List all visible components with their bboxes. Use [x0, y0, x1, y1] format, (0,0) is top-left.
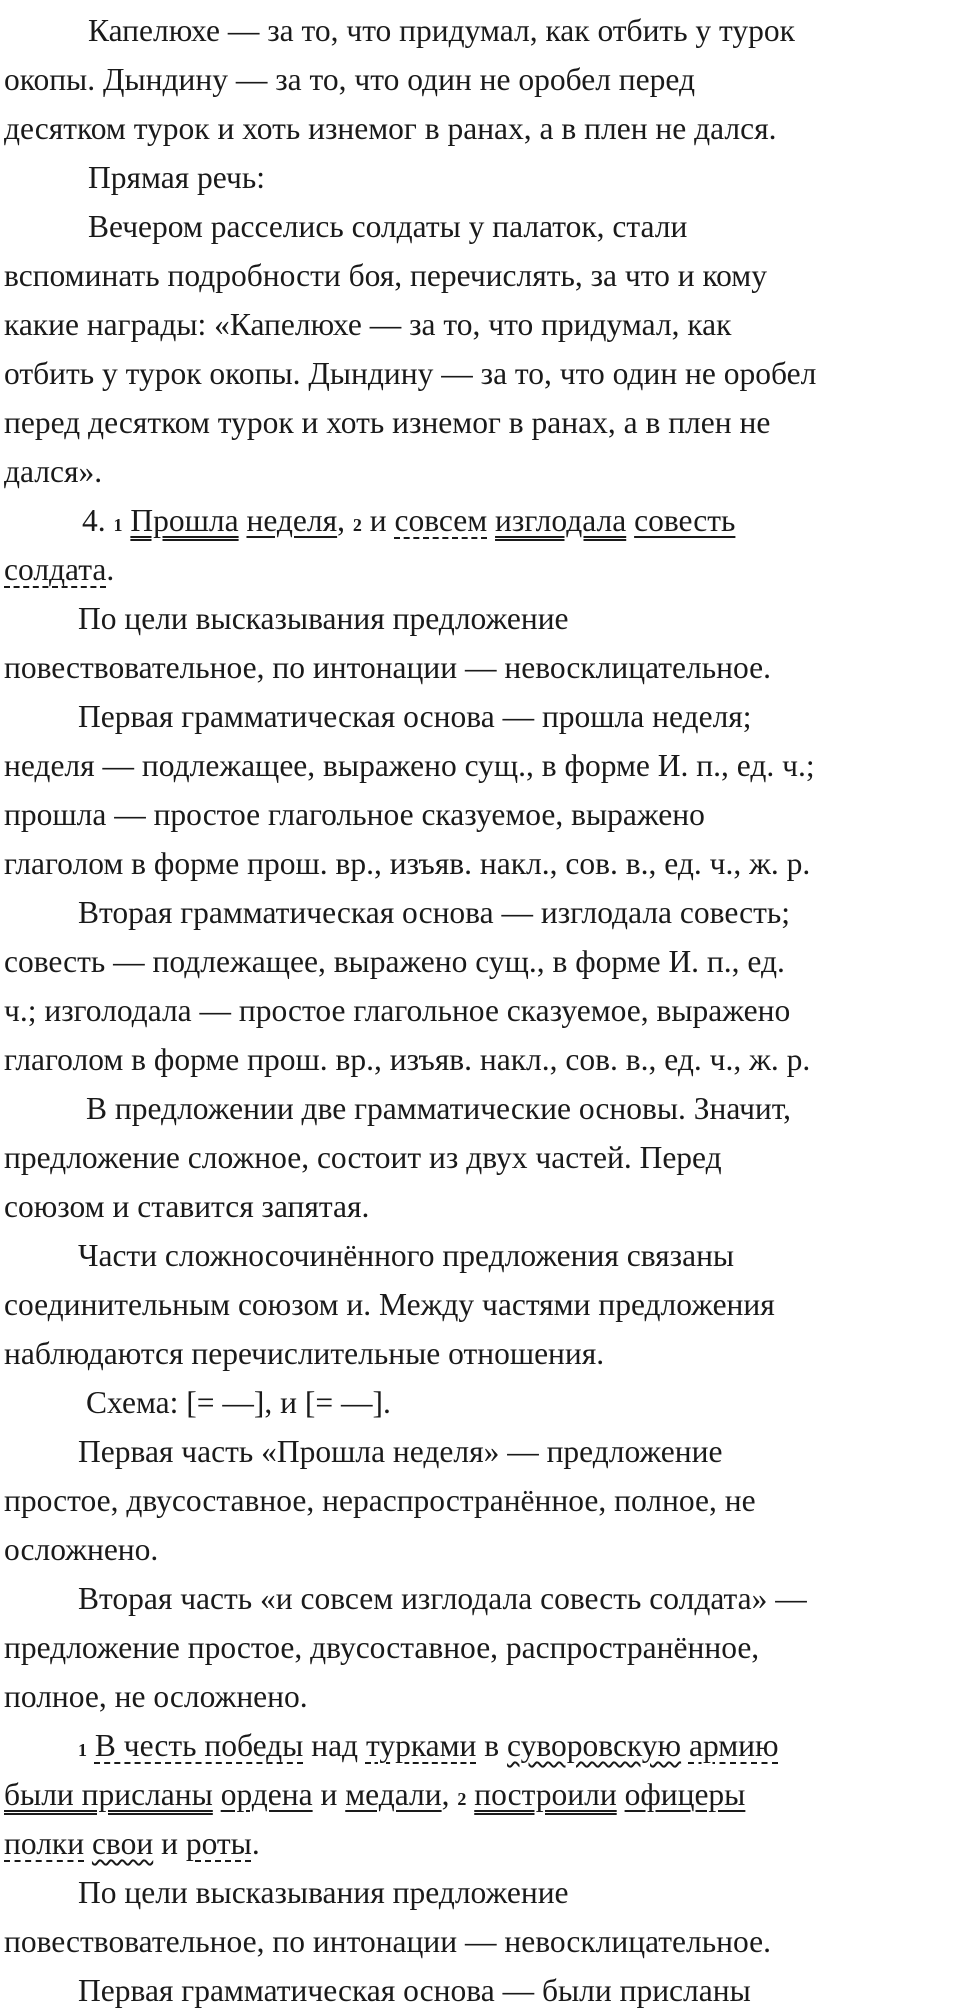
text-line: соединительным союзом и. Между частями предложения	[4, 1287, 775, 1322]
text-line: Части сложносочинённого предложения связаны	[78, 1238, 735, 1273]
text-line: полное, не осложнено.	[4, 1679, 308, 1714]
sentence-5-line-3	[4, 1819, 960, 1868]
text-line: Вторая грамматическая основа — изглодала совесть;	[78, 895, 790, 930]
direct-speech-heading: Прямая речь:	[88, 160, 265, 195]
subject-word: ордена	[220, 1777, 313, 1812]
subject-word: офицеры	[624, 1777, 746, 1812]
sentence-4-line-1	[4, 496, 960, 545]
subject-word: совесть	[634, 503, 736, 538]
part-marker: 1	[113, 515, 123, 535]
adverbial-word: совсем	[394, 503, 488, 538]
predicate-phrase: были присланы	[4, 1777, 213, 1812]
item-number: 4.	[82, 503, 106, 538]
text-line: В предложении две грамматические основы. Значит,	[86, 1091, 792, 1126]
text-line: Первая грамматическая основа — прошла неделя;	[78, 699, 752, 734]
object-word: армию	[688, 1728, 779, 1763]
text-line: глаголом в форме прош. вр., изъяв. накл., сов. в., ед. ч., ж. р.	[4, 1042, 811, 1077]
attribute-word: свои	[91, 1826, 154, 1861]
text-line: предложение сложное, состоит из двух частей. Перед	[4, 1140, 722, 1175]
text-line: дался».	[4, 454, 103, 489]
subject-word: медали	[345, 1777, 442, 1812]
text-line: Первая грамматическая основа — были присланы	[78, 1973, 751, 2008]
text-line: ч.; изголодала — простое глагольное сказуемое, выражено	[4, 993, 791, 1028]
text-line: осложнено.	[4, 1532, 159, 1567]
object-word: роты	[185, 1826, 252, 1861]
text-line: Первая часть «Прошла неделя» — предложение	[78, 1434, 723, 1469]
sentence-4-line-2	[4, 545, 960, 594]
text-line: совесть — подлежащее, выражено сущ., в форме И. п., ед.	[4, 944, 785, 979]
text-line: окопы. Дындину — за то, что один не оробел перед	[4, 62, 695, 97]
attribute-word: суворовскую	[507, 1728, 682, 1763]
text-line: перед десятком турок и хоть изнемог в ранах, а в плен не	[4, 405, 771, 440]
subject-word: неделя	[246, 503, 338, 538]
sentence-5-line-2	[4, 1770, 960, 1819]
preposition: в	[484, 1728, 500, 1763]
text-line: По цели высказывания предложение	[78, 601, 569, 636]
predicate-word: изглодала	[495, 503, 627, 538]
part-marker: 1	[78, 1740, 87, 1760]
punctuation: .	[251, 1826, 260, 1861]
text-line: наблюдаются перечислительные отношения.	[4, 1336, 605, 1371]
text-line: повествовательное, по интонации — невосклицательное.	[4, 650, 771, 685]
preposition: над	[311, 1728, 359, 1763]
text-line: повествовательное, по интонации — невосклицательное.	[4, 1924, 771, 1959]
conjunction: и	[320, 1777, 338, 1812]
adverbial-phrase: В честь победы	[94, 1728, 304, 1763]
predicate-word: построили	[474, 1777, 617, 1812]
text-line: По цели высказывания предложение	[78, 1875, 569, 1910]
part-marker: 2	[352, 515, 362, 535]
punctuation: .	[106, 552, 115, 587]
conjunction: и	[369, 503, 387, 538]
predicate-word: Прошла	[130, 503, 239, 538]
text-line: союзом и ставится запятая.	[4, 1189, 370, 1224]
punctuation: ,	[337, 503, 345, 538]
scheme-line: Схема: [= —], и [= —].	[86, 1385, 391, 1420]
object-word: полки	[4, 1826, 85, 1861]
text-line: глаголом в форме прош. вр., изъяв. накл., сов. в., ед. ч., ж. р.	[4, 846, 811, 881]
object-word: солдата	[4, 552, 107, 587]
conjunction: и	[161, 1826, 178, 1861]
text-line: Капелюхе — за то, что придумал, как отбить у турок	[88, 13, 795, 48]
text-line: неделя — подлежащее, выражено сущ., в форме И. п., ед. ч.;	[4, 748, 815, 783]
text-line: предложение простое, двусоставное, распространённое,	[4, 1630, 760, 1665]
text-line: простое, двусоставное, нераспространённое, полное, не	[4, 1483, 756, 1518]
sentence-5-line-1	[4, 1721, 960, 1770]
part-marker: 2	[457, 1789, 467, 1809]
text-line: вспоминать подробности боя, перечислять, за что и кому	[4, 258, 767, 293]
object-word: турками	[365, 1728, 477, 1763]
text-line: какие награды: «Капелюхе — за то, что придумал, как	[4, 307, 732, 342]
text-line: десятком турок и хоть изнемог в ранах, а в плен не дался.	[4, 111, 777, 146]
text-line: Вечером расселись солдаты у палаток, стали	[88, 209, 688, 244]
punctuation: ,	[441, 1777, 450, 1812]
text-line: отбить у турок окопы. Дындину — за то, что один не оробел	[4, 356, 817, 391]
text-line: Вторая часть «и совсем изглодала совесть солдата» —	[78, 1581, 807, 1616]
text-line: прошла — простое глагольное сказуемое, выражено	[4, 797, 705, 832]
